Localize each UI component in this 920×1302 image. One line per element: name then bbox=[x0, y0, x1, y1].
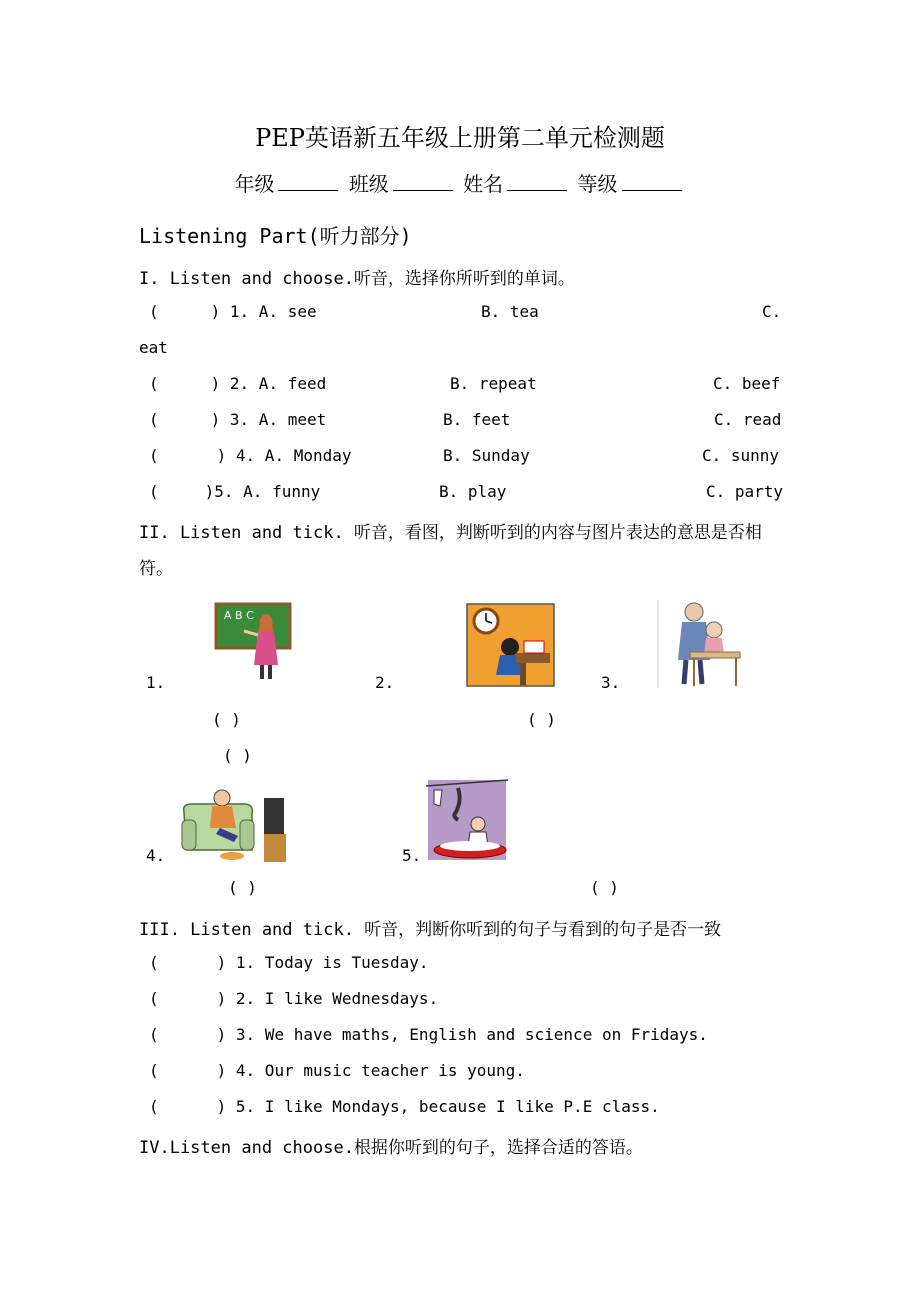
s1-item-5 bbox=[149, 482, 320, 501]
pic-3-label: 3. bbox=[601, 673, 621, 692]
s1-item-4-b: B. Sunday bbox=[443, 446, 530, 465]
open-paren: ( bbox=[149, 1061, 159, 1080]
s3-item-4 bbox=[149, 1061, 525, 1080]
s3-item-3 bbox=[149, 1025, 708, 1044]
s3-item-5 bbox=[149, 1097, 660, 1116]
pic-1-answer[interactable]: ( ) bbox=[212, 710, 241, 729]
pic-4-answer[interactable]: ( ) bbox=[228, 878, 257, 897]
option-a: )5. A. funny bbox=[204, 482, 321, 501]
sentence: ) 4. Our music teacher is young. bbox=[216, 1061, 525, 1080]
boy-washing-clothes-picture bbox=[424, 776, 510, 864]
option-a: ) 2. A. feed bbox=[210, 374, 327, 393]
sentence: ) 1. Today is Tuesday. bbox=[216, 953, 429, 972]
s1-item-1-b: B. tea bbox=[481, 302, 539, 321]
s1-item-1-c: C. bbox=[762, 302, 782, 321]
grade-label: 年级 bbox=[234, 172, 275, 196]
s3-item-1 bbox=[149, 953, 429, 972]
pic-2-label: 2. bbox=[375, 673, 395, 692]
s1-item-5-c: C. party bbox=[706, 482, 784, 501]
pic-5-label: 5. bbox=[402, 846, 422, 865]
s1-item-3 bbox=[149, 410, 326, 429]
pic-3-answer[interactable]: ( ) bbox=[223, 746, 252, 765]
open-paren: ( bbox=[149, 374, 159, 393]
pic-1-label: 1. bbox=[146, 673, 166, 692]
open-paren: ( bbox=[149, 1097, 159, 1116]
s1-item-4-c: C. sunny bbox=[702, 446, 780, 465]
s1-item-3-b: B. feet bbox=[443, 410, 511, 429]
pic-5-answer[interactable]: ( ) bbox=[590, 878, 619, 897]
level-label: 等级 bbox=[577, 172, 618, 196]
sentence: ) 2. I like Wednesdays. bbox=[216, 989, 439, 1008]
section-2-heading: II. Listen and tick. 听音，看图，判断听到的内容与图片表达的意思是否相 bbox=[139, 523, 762, 543]
name-label: 姓名 bbox=[463, 172, 504, 196]
s1-item-2-c: C. beef bbox=[713, 374, 781, 393]
section-2-heading-cont: 符。 bbox=[139, 559, 173, 579]
name-blank[interactable] bbox=[507, 172, 567, 191]
boy-desk-clock-picture bbox=[466, 603, 556, 687]
s1-item-1-c-wrap: eat bbox=[139, 338, 168, 357]
open-paren: ( bbox=[149, 302, 159, 321]
pic-4-label: 4. bbox=[146, 846, 166, 865]
option-a: ) 4. A. Monday bbox=[216, 446, 352, 465]
man-child-table-picture bbox=[656, 598, 746, 690]
open-paren: ( bbox=[149, 989, 159, 1008]
svg-text:A B C: A B C bbox=[224, 609, 254, 622]
s1-item-3-c: C. read bbox=[714, 410, 782, 429]
sentence: ) 3. We have maths, English and science on Fridays. bbox=[216, 1025, 708, 1044]
option-a: ) 1. A. see bbox=[210, 302, 317, 321]
level-blank[interactable] bbox=[622, 172, 682, 191]
open-paren: ( bbox=[149, 446, 159, 465]
s1-item-2 bbox=[149, 374, 326, 393]
boy-sofa-tv-picture bbox=[180, 784, 288, 864]
part-heading: Listening Part(听力部分) bbox=[139, 224, 412, 248]
grade-blank[interactable] bbox=[278, 172, 338, 191]
s3-item-2 bbox=[149, 989, 438, 1008]
section-4-heading: IV.Listen and choose.根据你听到的句子，选择合适的答语。 bbox=[139, 1138, 643, 1158]
option-a: ) 3. A. meet bbox=[210, 410, 327, 429]
pic-2-answer[interactable]: ( ) bbox=[527, 710, 556, 729]
section-1-heading: I. Listen and choose.听音，选择你所听到的单词。 bbox=[139, 269, 575, 289]
open-paren: ( bbox=[149, 482, 159, 501]
s1-item-1 bbox=[149, 302, 789, 321]
s1-item-2-b: B. repeat bbox=[450, 374, 537, 393]
page-title: PEP英语新五年级上册第二单元检测题 bbox=[255, 124, 665, 152]
sentence: ) 5. I like Mondays, because I like P.E class. bbox=[216, 1097, 660, 1116]
class-label: 班级 bbox=[348, 172, 389, 196]
s1-item-4 bbox=[149, 446, 352, 465]
teacher-blackboard-picture bbox=[214, 601, 294, 685]
s1-item-5-b: B. play bbox=[439, 482, 507, 501]
section-3-heading: III. Listen and tick. 听音，判断你听到的句子与看到的句子是否一致 bbox=[139, 920, 722, 940]
class-blank[interactable] bbox=[393, 172, 453, 191]
open-paren: ( bbox=[149, 1025, 159, 1044]
open-paren: ( bbox=[149, 410, 159, 429]
student-info-line bbox=[0, 168, 920, 197]
open-paren: ( bbox=[149, 953, 159, 972]
